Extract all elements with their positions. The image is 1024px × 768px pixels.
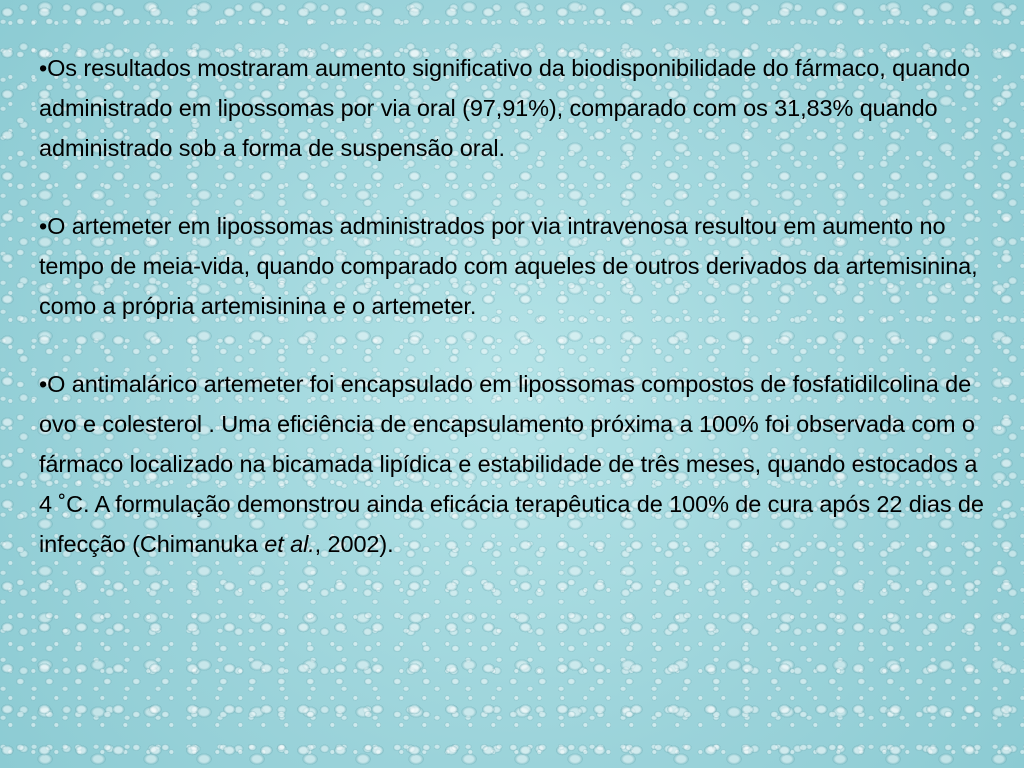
paragraph-bioavailability: [39, 48, 984, 168]
paragraph-half-life: [39, 206, 984, 326]
paragraph-text: •O artemeter em lipossomas administrados por via intravenosa resultou em aumento no tempo de meia-vida, quando comparado com aqueles de outros derivados da artemisinina, como a própria artemisinina e o artemeter.: [39, 213, 978, 319]
paragraph-text-before: •O antimalárico artemeter foi encapsulado em lipossomas compostos de fosfatidilcolina de ovo e colesterol . Uma eficiência de encapsulamento próxima a 100% foi observada com o fármaco localizado na bicamada lipídica e estabilidade de três meses, quando estocados a 4 ˚C. A formulação demonstrou ainda eficácia terapêutica de 100% de cura após 22 dias de infecção (Chimanuka: [39, 371, 984, 557]
paragraph-text-after: , 2002).: [314, 531, 394, 557]
slide-body: [39, 48, 984, 564]
paragraph-encapsulation: [39, 364, 984, 564]
paragraph-text: •Os resultados mostraram aumento significativo da biodisponibilidade do fármaco, quando administrado em lipossomas por via oral (97,91%), comparado com os 31,83% quando administrado sob a forma de suspensão oral.: [39, 55, 970, 161]
citation-et-al: et al.: [264, 531, 315, 557]
